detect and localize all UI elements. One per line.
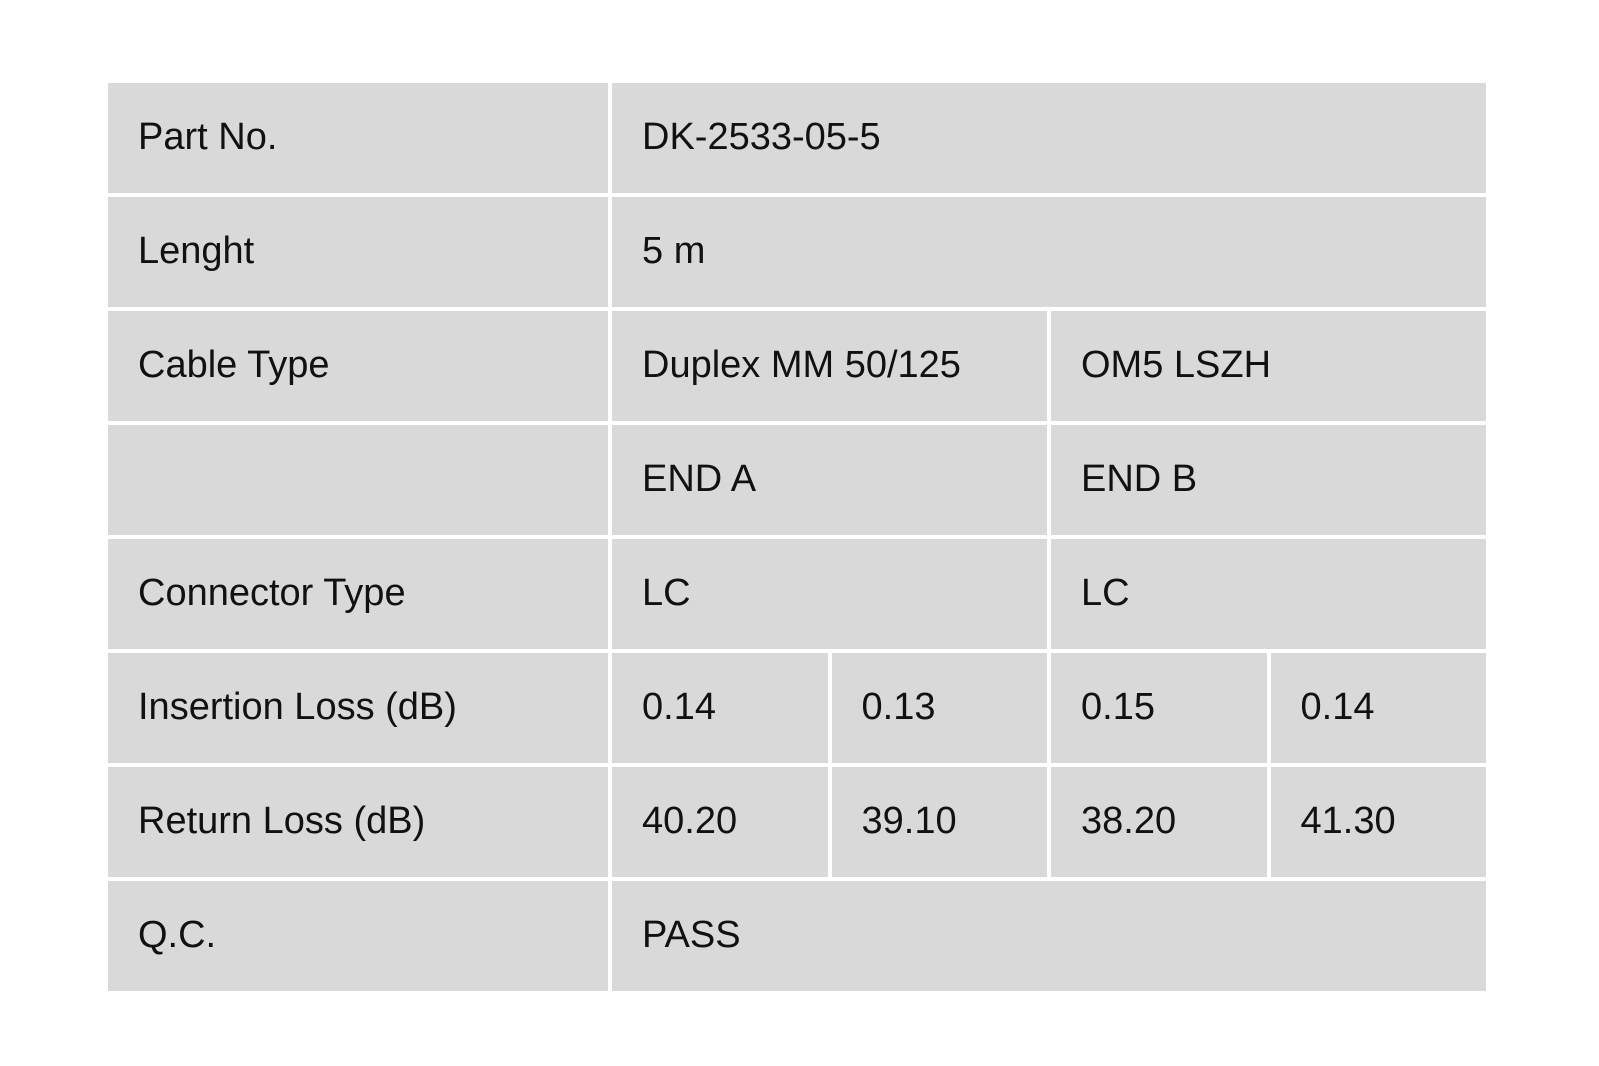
table-row [108,767,1486,877]
row-value-cable-type-a: Duplex MM 50/125 [612,311,1047,421]
insertion-loss-a1: 0.14 [612,653,828,763]
table-row [108,539,1486,649]
table-row [108,197,1486,307]
row-value-part-no: DK-2533-05-5 [612,83,1486,193]
row-label-connector-type: Connector Type [108,539,608,649]
row-value-cable-type-b: OM5 LSZH [1051,311,1486,421]
row-value-connector-type-b: LC [1051,539,1486,649]
table-row [108,425,1486,535]
return-loss-b2: 41.30 [1271,767,1487,877]
row-label-part-no: Part No. [108,83,608,193]
row-label-return-loss: Return Loss (dB) [108,767,608,877]
column-header-end-b: END B [1051,425,1486,535]
row-label-insertion-loss: Insertion Loss (dB) [108,653,608,763]
insertion-loss-b2: 0.14 [1271,653,1487,763]
row-value-length: 5 m [612,197,1486,307]
row-value-connector-type-a: LC [612,539,1047,649]
row-label-length: Lenght [108,197,608,307]
table-row [108,881,1486,991]
insertion-loss-b1: 0.15 [1051,653,1267,763]
row-label-ends-blank [108,425,608,535]
insertion-loss-a2: 0.13 [832,653,1048,763]
table-body [108,83,1486,991]
cable-specification-table [104,79,1490,995]
return-loss-a1: 40.20 [612,767,828,877]
row-value-qc: PASS [612,881,1486,991]
table-row [108,83,1486,193]
return-loss-a2: 39.10 [832,767,1048,877]
return-loss-b1: 38.20 [1051,767,1267,877]
row-label-qc: Q.C. [108,881,608,991]
table-row [108,311,1486,421]
column-header-end-a: END A [612,425,1047,535]
row-label-cable-type: Cable Type [108,311,608,421]
table-row [108,653,1486,763]
